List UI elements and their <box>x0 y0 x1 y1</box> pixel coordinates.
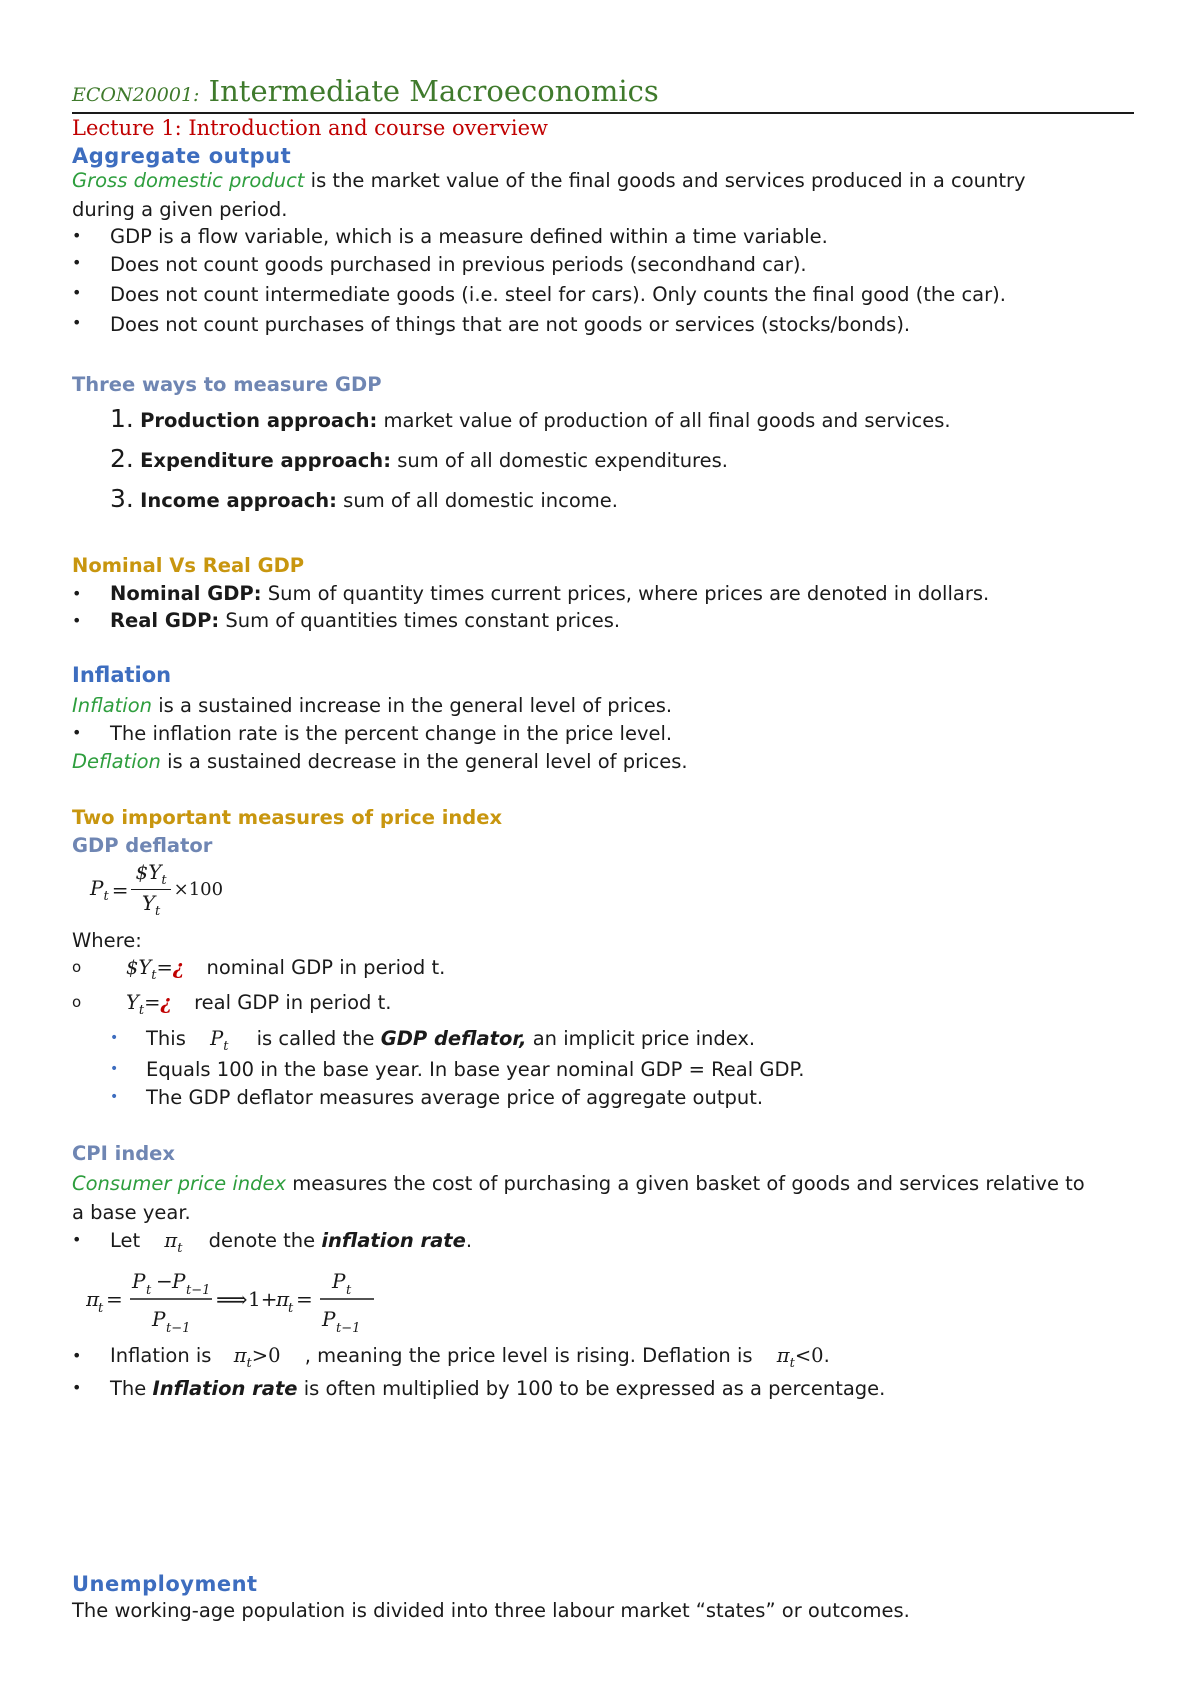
svg-text:t: t <box>98 1301 104 1316</box>
cpi-definition <box>72 1171 1085 1197</box>
deflation-def: is a sustained decrease in the general level of prices. <box>160 750 688 773</box>
svg-text:t: t <box>288 1301 294 1316</box>
course-code: ECON20001: <box>72 84 200 106</box>
list-item: $Y_t=¿$ real GDP in period t. <box>126 991 392 1018</box>
gdp-def-line2: during a given period. <box>72 198 288 221</box>
svg-text:t: t <box>346 1283 352 1298</box>
item-text: sum of all domestic income. <box>336 489 618 512</box>
inflation-def: is a sustained increase in the general level of prices. <box>152 694 673 717</box>
svg-text:t−1: t−1 <box>186 1283 211 1298</box>
list-item: Does not count intermediate goods (i.e. steel for cars). Only counts the final good (the car). <box>110 283 1006 306</box>
bullet-dot: • <box>72 723 82 742</box>
list-item: Let $\pi_t$ denote the inflation rate. <box>110 1229 473 1256</box>
nominal-real-heading: Nominal Vs Real GDP <box>72 554 305 577</box>
list-item: The Inflation rate is often multiplied by 100 to be expressed as a percentage. <box>110 1377 886 1400</box>
cpi-term: Consumer price index <box>72 1172 287 1195</box>
bullet-dot: • <box>72 1346 82 1365</box>
bullet-dot: • <box>72 584 82 603</box>
deflation-term: Deflation <box>72 750 161 773</box>
svg-text:t−1: t−1 <box>166 1321 191 1336</box>
item-number: 2. <box>110 444 134 473</box>
bullet-dot: • <box>72 253 82 272</box>
bullet-dot: • <box>72 1230 82 1249</box>
bullet-dot: • <box>72 283 82 302</box>
gdp-term: Gross domestic product <box>72 169 305 192</box>
deflation-definition <box>72 749 688 775</box>
page-header <box>72 74 659 108</box>
bullet-dot: • <box>72 313 82 332</box>
gdp-deflator-formula: $P_t$ = $\frac{\$Y_t}{Y_t}$ ×100 <box>90 860 224 919</box>
inflation-definition <box>72 693 672 719</box>
list-item <box>110 608 620 634</box>
svg-text:=: = <box>106 1287 123 1311</box>
list-item <box>110 446 728 474</box>
header-rule <box>72 112 1134 114</box>
svg-text:P: P <box>152 1307 166 1331</box>
item-text: market value of production of all final goods and services. <box>377 409 951 432</box>
item-label: Real GDP: <box>110 609 220 632</box>
item-label: Production approach: <box>140 409 378 432</box>
list-item <box>110 486 618 514</box>
item-number: 3. <box>110 484 134 513</box>
list-item: The GDP deflator measures average price of aggregate output. <box>146 1086 764 1109</box>
svg-text:P: P <box>332 1269 346 1293</box>
formula-lhs: $P_t$ <box>90 875 109 904</box>
bullet-dot: • <box>110 1061 119 1077</box>
gdp-definition <box>72 168 1026 194</box>
inflation-heading: Inflation <box>72 663 172 687</box>
item-label: Nominal GDP: <box>110 582 262 605</box>
svg-text:P: P <box>322 1307 336 1331</box>
cpi-def-line2: a base year. <box>72 1201 191 1224</box>
bullet-dot: • <box>110 1030 119 1046</box>
svg-text:1+: 1+ <box>248 1287 278 1311</box>
svg-text:⟹: ⟹ <box>216 1288 248 1313</box>
three-ways-heading: Three ways to measure GDP <box>72 373 382 396</box>
bullet-dot: • <box>72 611 82 630</box>
list-item: The inflation rate is the percent change in the price level. <box>110 722 673 745</box>
list-item: Does not count goods purchased in previous periods (secondhand car). <box>110 253 807 276</box>
cpi-heading: CPI index <box>72 1142 175 1165</box>
svg-text:t−1: t−1 <box>336 1321 361 1336</box>
item-text: Sum of quantity times current prices, where prices are denoted in dollars. <box>261 582 990 605</box>
item-label: Income approach: <box>140 489 337 512</box>
item-text: sum of all domestic expenditures. <box>391 449 729 472</box>
where-label: Where: <box>72 929 142 952</box>
lecture-title: Lecture 1: Introduction and course overview <box>72 116 548 140</box>
bullet-dot: • <box>110 1089 119 1105</box>
item-number: 1. <box>110 404 134 433</box>
svg-text:P: P <box>132 1269 146 1293</box>
svg-text:π: π <box>276 1287 290 1311</box>
list-item: Equals 100 in the base year. In base year nominal GDP = Real GDP. <box>146 1058 805 1081</box>
circle-bullet: o <box>72 993 82 1011</box>
list-item <box>110 581 989 607</box>
list-item: Does not count purchases of things that are not goods or services (stocks/bonds). <box>110 313 911 336</box>
gdp-deflator-heading: GDP deflator <box>72 834 213 857</box>
list-item: $\$Y_t=¿$ nominal GDP in period t. <box>126 956 446 983</box>
gdp-def-line1: is the market value of the final goods and services produced in a country <box>304 169 1026 192</box>
svg-text:π: π <box>86 1287 100 1311</box>
list-item: This $P_t$ is called the GDP deflator, an implicit price index. <box>146 1027 756 1054</box>
svg-text:P: P <box>172 1269 186 1293</box>
price-index-heading: Two important measures of price index <box>72 806 503 829</box>
inflation-rate-formula <box>86 1266 406 1336</box>
aggregate-output-heading: Aggregate output <box>72 144 292 168</box>
bullet-dot: • <box>72 226 82 245</box>
bullet-dot: • <box>72 1378 82 1397</box>
cpi-def-line1: measures the cost of purchasing a given basket of goods and services relative to <box>286 1172 1085 1195</box>
formula-fraction: $\frac{\$Y_t}{Y_t}$ <box>131 860 170 919</box>
circle-bullet: o <box>72 958 82 976</box>
formula-times: ×100 <box>173 879 224 900</box>
item-label: Expenditure approach: <box>140 449 391 472</box>
unemployment-text: The working-age population is divided into three labour market “states” or outcomes. <box>72 1599 910 1622</box>
item-text: Sum of quantities times constant prices. <box>219 609 621 632</box>
list-item: GDP is a flow variable, which is a measure defined within a time variable. <box>110 225 828 248</box>
inflation-term: Inflation <box>72 694 153 717</box>
list-item <box>110 406 951 434</box>
svg-text:=: = <box>296 1287 313 1311</box>
list-item: Inflation is $\pi_t>0$ , meaning the price level is rising. Deflation is $\pi_t<0$. <box>110 1344 830 1371</box>
course-title: Intermediate Macroeconomics <box>208 74 659 108</box>
unemployment-heading: Unemployment <box>72 1572 258 1596</box>
svg-text:t: t <box>146 1283 152 1298</box>
svg-text:−: − <box>156 1269 173 1293</box>
